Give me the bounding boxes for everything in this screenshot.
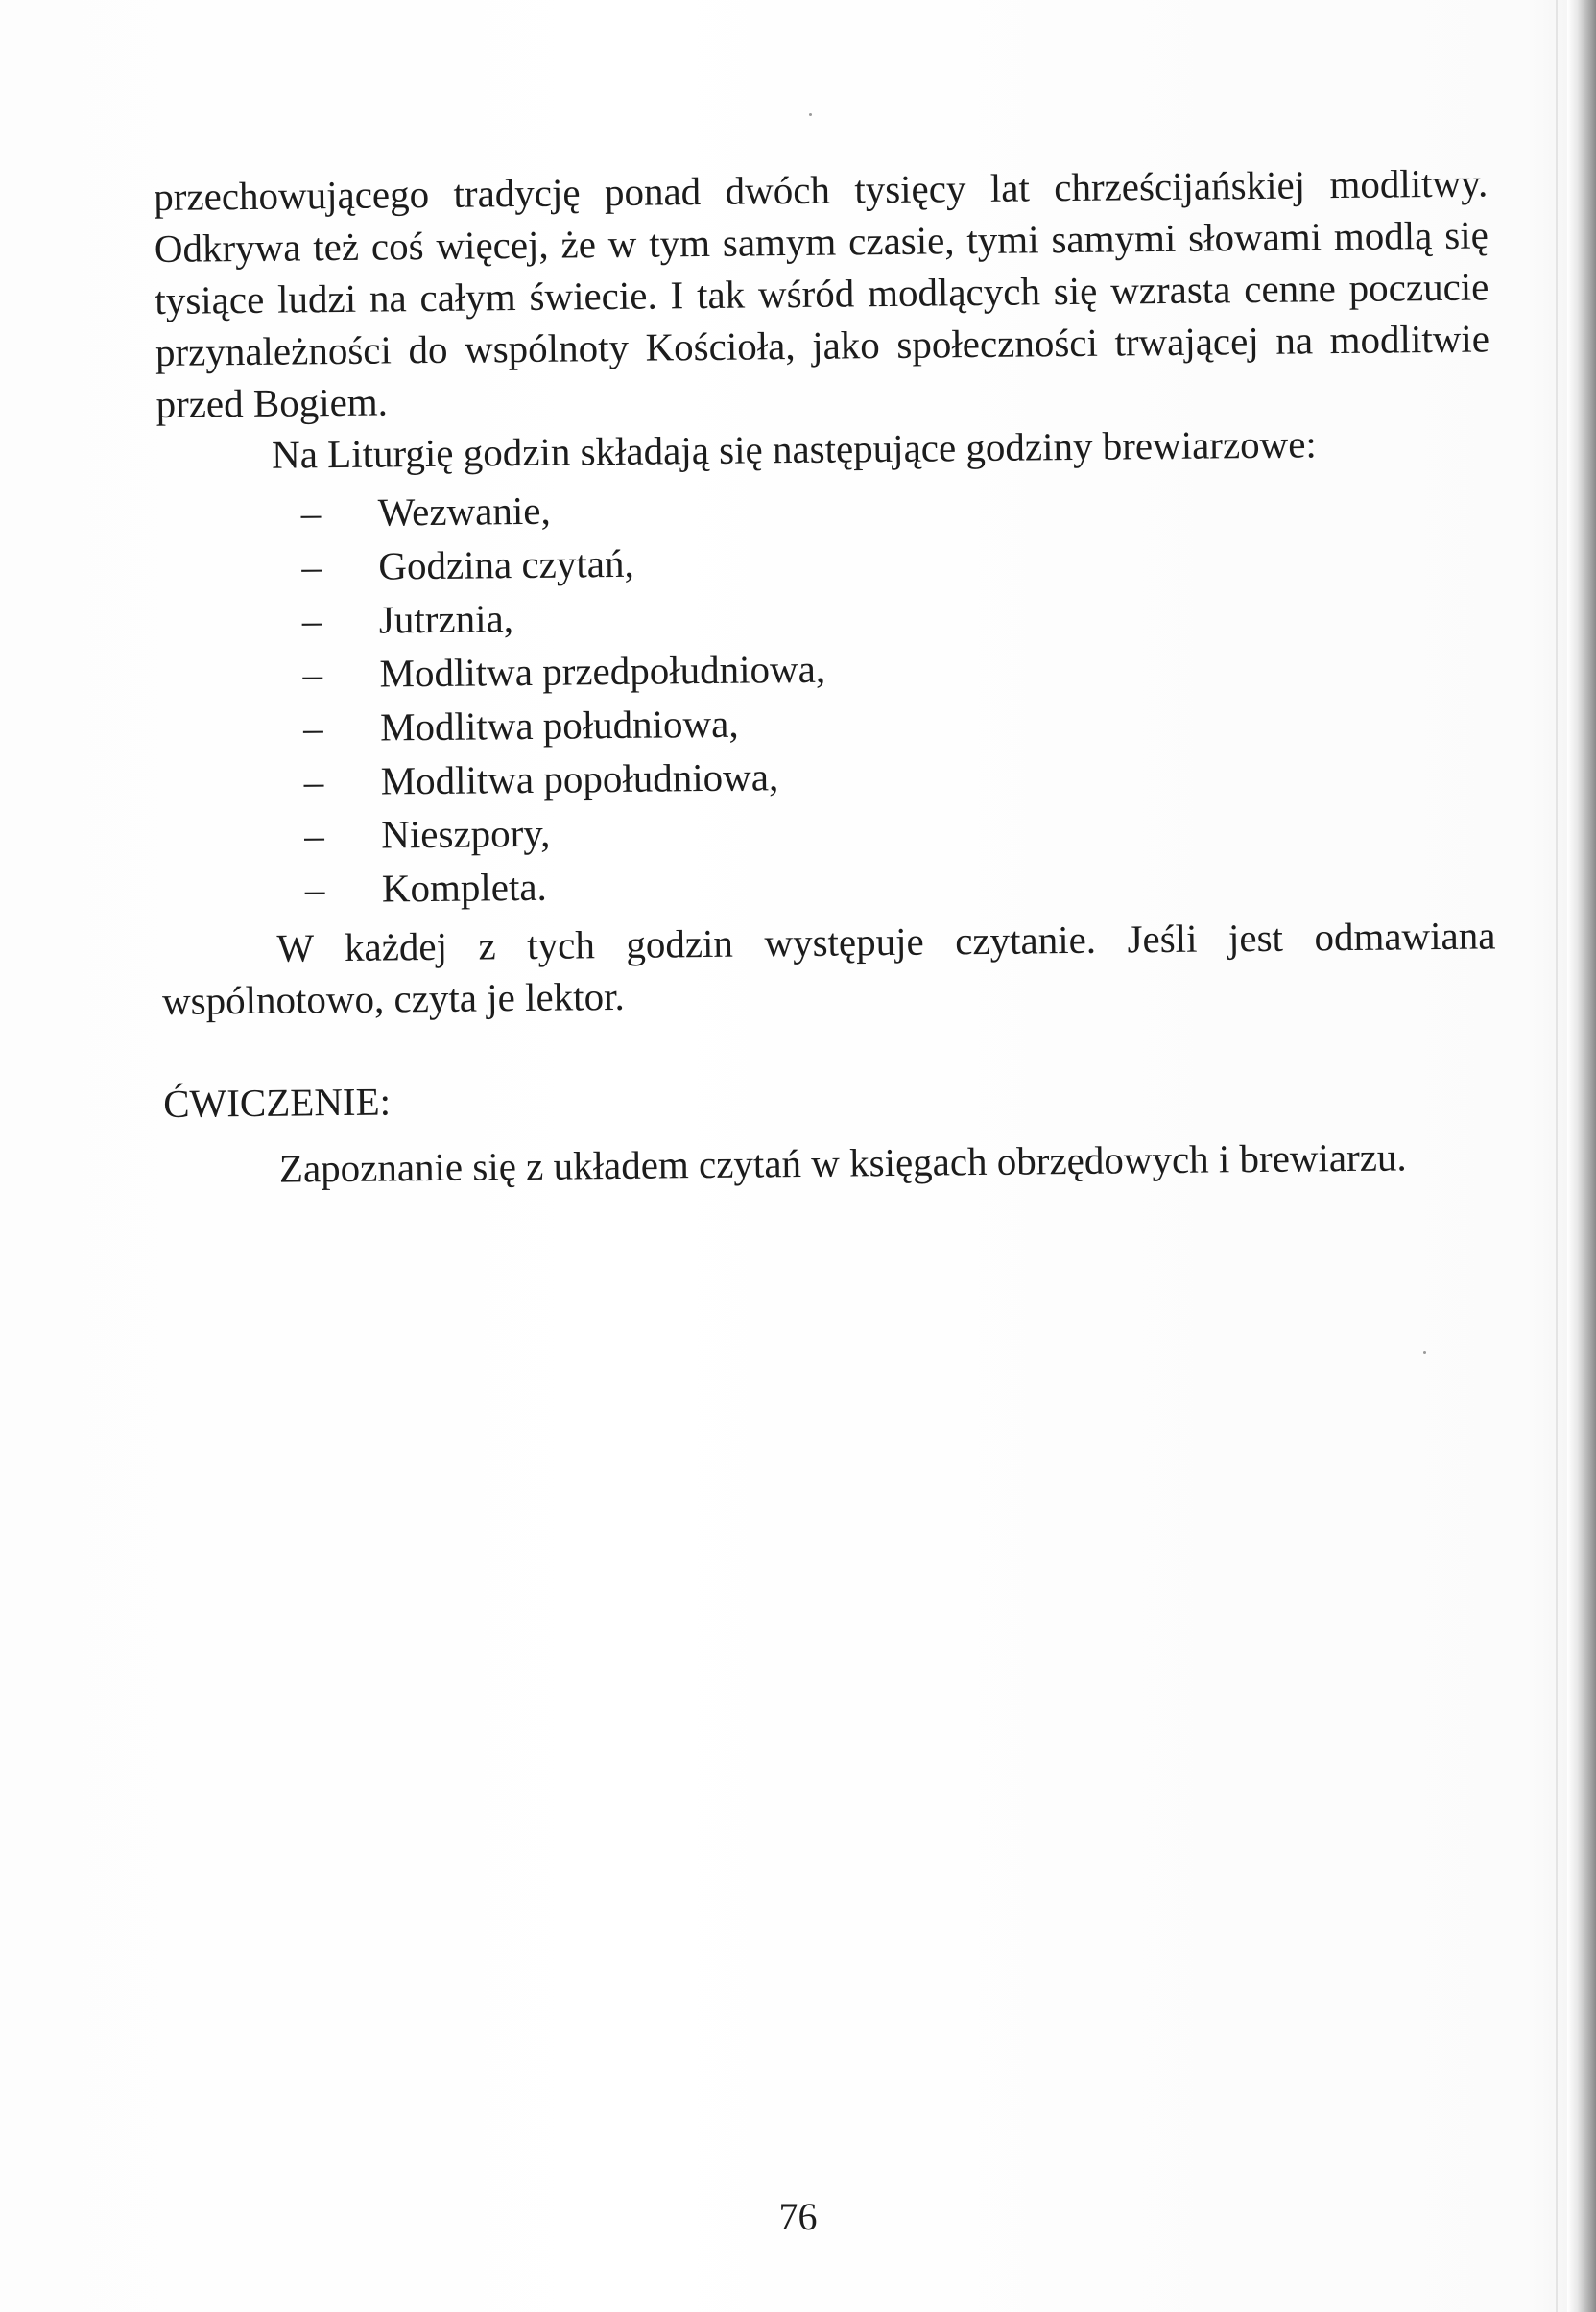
exercise-heading: ĆWICZENIE: [162,1079,392,1126]
list-item-text: Nieszpory, [381,810,551,857]
list-item-text: Modlitwa przedpołudniowa, [379,646,826,696]
dash-bullet: – [303,759,324,804]
list-item-text: Modlitwa południowa, [379,701,739,750]
paragraph-hours-intro: Na Liturgię godzin składają się następujące godziny brewiarzowe: [271,421,1318,477]
dash-bullet: – [300,490,322,536]
list-item-text: Godzina czytań, [378,540,634,588]
dash-bullet: – [302,652,323,697]
list-item-text: Jutrznia, [378,596,514,642]
dash-bullet: – [304,867,325,912]
dash-bullet: – [302,705,323,751]
dash-bullet: – [301,598,322,643]
hours-list [156,473,1495,918]
page-edge-shadow [1556,0,1558,2312]
scan-speck [1423,1351,1426,1354]
list-item-text: Modlitwa popołudniowa, [380,754,779,803]
scan-speck [809,113,812,116]
paragraph-intro: przechowującego tradycję ponad dwóch tysięcy lat chrześcijańskiej modlitwy. Odkrywa też coś więcej, że w tym samym czasie, tymi samymi słowami modlą się tysiące ludzi na całym świecie. I tak wśród modlących się wzrasta cenne poczucie przynależności do wspólnoty Kościoła, jako społeczności trwającej na modlitwie przed Bogiem. [154,160,1490,426]
dash-bullet: – [301,544,322,589]
paragraph-reading: W każdej z tych godzin występuje czytanie. Jeśli jest odmawiana wspólnotowo, czyta je lektor. [161,913,1496,1023]
list-item [305,849,1496,916]
book-edge [1567,0,1596,2312]
page-number: 76 [778,2195,818,2238]
list-item-text: Wezwanie, [377,488,551,535]
list-item-text: Kompleta. [381,864,548,911]
dash-bullet: – [304,813,324,858]
exercise-text: Zapoznanie się z układem czytań w księgach obrzędowych i brewiarzu. [278,1134,1407,1191]
page-content [154,156,1498,1195]
